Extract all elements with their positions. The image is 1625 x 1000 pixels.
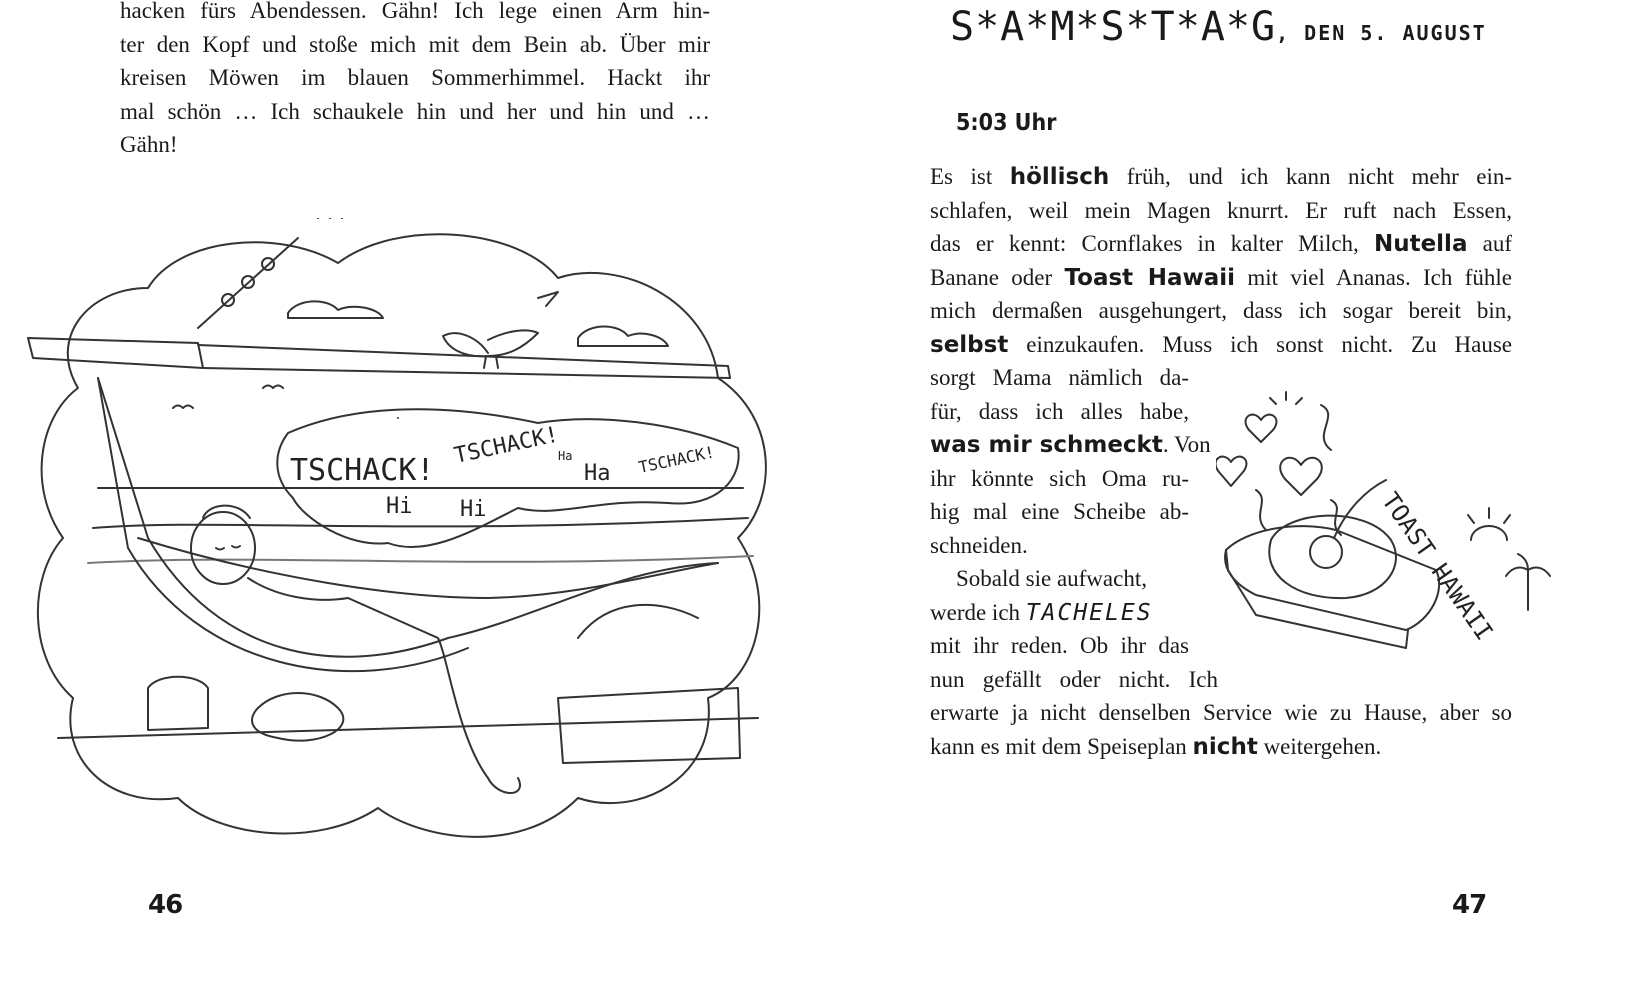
text-line: für, dass ich alles habe, (930, 398, 1189, 424)
text-line: selbst einzukaufen. Muss ich sonst nicht. Zu Hause (930, 331, 1512, 358)
text-line: Sobald sie aufwacht, (956, 566, 1147, 591)
text-line: ter den Kopf und stoße mich mit dem Bein ab. Über mir (120, 31, 710, 57)
emphasis-word: was mir schmeckt (930, 432, 1163, 458)
text-line: mich dermaßen ausgehungert, dass ich sogar bereit bin, (930, 298, 1512, 323)
emphasis-word: nicht (1192, 733, 1258, 760)
sfx-text: Hi (460, 497, 487, 522)
text-line: hacken fürs Abendessen. Gähn! Ich lege einen Arm hin- (120, 0, 710, 23)
text-line: das er kennt: Cornflakes in kalter Milch, Nutella auf (930, 231, 1512, 257)
sfx-text: Hi (386, 494, 413, 519)
page-number: 47 (1452, 890, 1487, 920)
text-line: erwarte ja nicht denselben Service wie zu Hause, aber so (930, 700, 1512, 725)
text-line: Gähn! (120, 132, 178, 157)
page-number: 46 (148, 890, 183, 920)
emphasis-word: selbst (930, 331, 1009, 358)
sfx-text: TSCHACK! (636, 442, 717, 477)
text-line: hig mal eine Scheibe ab- (930, 499, 1189, 524)
sfx-text: TSCHACK! (290, 453, 435, 488)
sfx-text: TSCHACK! (452, 422, 561, 469)
left-paragraph (120, 0, 710, 162)
text-line: schneiden. (930, 532, 1028, 558)
emphasis-word: TACHELES (1025, 599, 1153, 626)
text-line: schlafen, weil mein Magen knurrt. Er ruft nach Essen, (930, 197, 1512, 223)
emphasis-word: höllisch (1009, 164, 1110, 190)
text-line: kreisen Möwen im blauen Sommerhimmel. Hackt ihr (120, 65, 710, 90)
sfx-text: Ha (584, 461, 611, 486)
emphasis-word: Toast Hawaii (1064, 264, 1236, 291)
text-line: Es ist höllisch früh, und ich kann nicht mehr ein- (930, 164, 1512, 190)
text-line: sorgt Mama nämlich da- (930, 365, 1189, 390)
toast-hawaii-illustration (1216, 380, 1551, 670)
text-line: ihr könnte sich Oma ru- (930, 465, 1189, 491)
text-line: was mir schmeckt. Von (930, 432, 1211, 458)
sfx-text: Ha (558, 449, 573, 463)
text-line: mit ihr reden. Ob ihr das (930, 633, 1189, 658)
date-rest: , DEN 5. AUGUST (1276, 21, 1487, 45)
time-heading: 5:03 Uhr (956, 110, 1057, 136)
text-line: nun gefällt oder nicht. Ich (930, 666, 1218, 692)
date-day: S*A*M*S*T*A*G (950, 4, 1277, 50)
date-heading (950, 4, 1487, 50)
left-page (0, 0, 812, 1000)
text-line: werde ich TACHELES (930, 599, 1153, 626)
emphasis-word: Nutella (1373, 231, 1468, 257)
right-page (812, 0, 1625, 1000)
text-line: kann es mit dem Speiseplan nicht weitergehen. (930, 733, 1382, 760)
text-line: mal schön … Ich schaukele hin und her und hin und … (120, 98, 710, 124)
toast-label: TOAST HAWAII (1376, 487, 1499, 646)
text-line: Banane oder Toast Hawaii mit viel Ananas. Ich fühle (930, 264, 1512, 291)
hammock-illustration (18, 218, 788, 858)
